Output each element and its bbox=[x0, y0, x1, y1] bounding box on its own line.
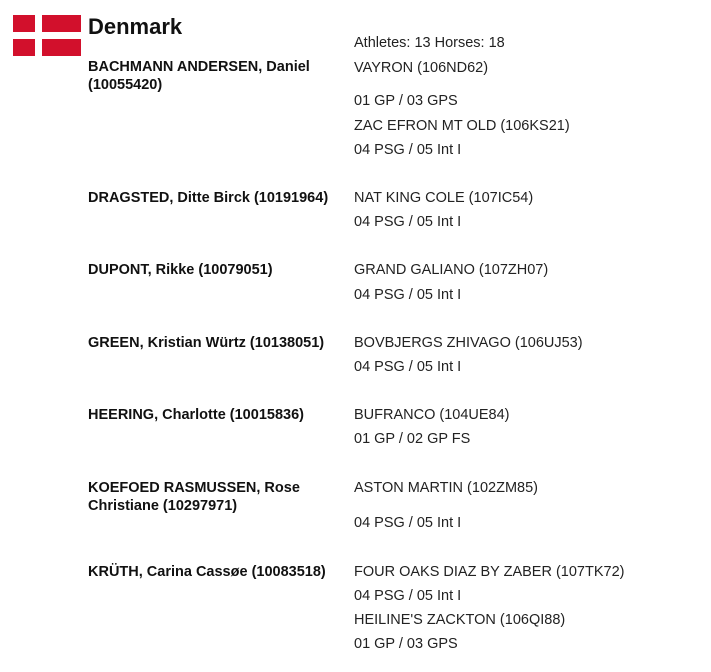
horse-name: NAT KING COLE (107IC54) bbox=[354, 190, 534, 206]
horse-name: ZAC EFRON MT OLD (106KS21) bbox=[354, 118, 570, 134]
athlete-name: KRÜTH, Carina Cassøe (10083518) bbox=[88, 564, 326, 580]
athlete-name: BACHMANN ANDERSEN, Daniel (10055420) bbox=[88, 59, 310, 93]
horse-classes: 04 PSG / 05 Int I bbox=[354, 142, 462, 158]
horse-name: GRAND GALIANO (107ZH07) bbox=[354, 262, 549, 278]
horse-classes: 01 GP / 02 GP FS bbox=[354, 431, 471, 447]
denmark-flag-icon bbox=[13, 15, 81, 56]
horse-classes: 04 PSG / 05 Int I bbox=[354, 359, 462, 375]
horse-name: BOVBJERGS ZHIVAGO (106UJ53) bbox=[354, 335, 583, 351]
flag-cross-horizontal bbox=[13, 32, 81, 39]
horse-classes: 04 PSG / 05 Int I bbox=[354, 214, 462, 230]
horse-classes: 01 GP / 03 GPS bbox=[354, 93, 458, 109]
athlete-name: KOEFOED RASMUSSEN, Rose Christiane (10297971) bbox=[88, 480, 300, 514]
horse-name: HEILINE'S ZACKTON (106QI88) bbox=[354, 612, 566, 628]
athlete-name: GREEN, Kristian Würtz (10138051) bbox=[88, 335, 325, 351]
horse-name: BUFRANCO (104UE84) bbox=[354, 407, 510, 423]
horse-classes: 04 PSG / 05 Int I bbox=[354, 588, 462, 604]
horse-name: FOUR OAKS DIAZ BY ZABER (107TK72) bbox=[354, 564, 625, 580]
horse-classes: 01 GP / 03 GPS bbox=[354, 636, 458, 652]
horse-name: VAYRON (106ND62) bbox=[354, 60, 489, 76]
country-title: Denmark bbox=[88, 14, 183, 39]
athlete-name: DRAGSTED, Ditte Birck (10191964) bbox=[88, 190, 329, 206]
athlete-name: HEERING, Charlotte (10015836) bbox=[88, 407, 304, 423]
horse-name: ASTON MARTIN (102ZM85) bbox=[354, 480, 538, 496]
horse-classes: 04 PSG / 05 Int I bbox=[354, 287, 462, 303]
athlete-horse-counts: Athletes: 13 Horses: 18 bbox=[354, 35, 505, 51]
horse-classes: 04 PSG / 05 Int I bbox=[354, 515, 462, 531]
athlete-name: DUPONT, Rikke (10079051) bbox=[88, 262, 273, 278]
